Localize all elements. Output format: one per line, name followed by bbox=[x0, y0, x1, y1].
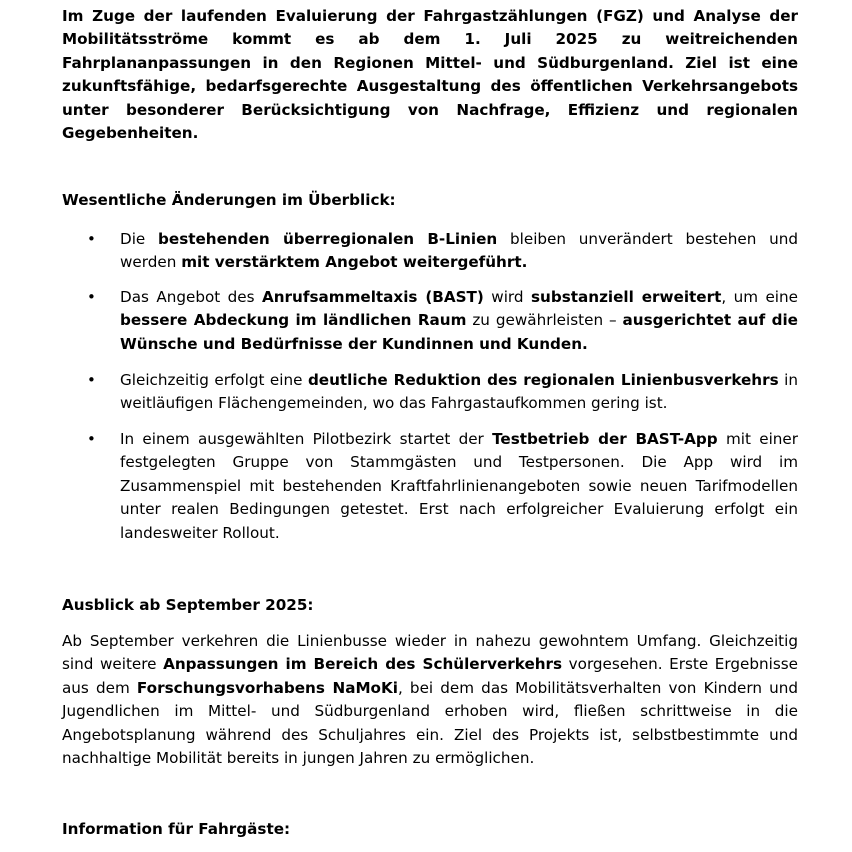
text-segment: Die bbox=[120, 230, 159, 248]
bold-text-segment: bestehenden überregionalen B-Linien bbox=[158, 230, 498, 248]
bullet-icon: • bbox=[87, 288, 96, 306]
text-segment: Das Angebot des bbox=[120, 288, 262, 306]
text-segment: mit einer festgelegten Gruppe von Stammgästen und Testpersonen. Die App wird im Zusammenspiel mit bestehenden Kraftfahrlinienangeboten sowie neuen Tarifmodellen unter realen Bedingungen getestet. Erst nach erfolgreicher Evaluierung erfolgt ein landesweiter Rollout. bbox=[120, 430, 798, 542]
bullet-icon: • bbox=[87, 430, 96, 448]
bold-text-segment: Forschungsvorhabens NaMoKi bbox=[136, 678, 398, 697]
bullet-text bbox=[120, 286, 798, 356]
text-segment: zu gewährleisten – bbox=[466, 311, 623, 330]
text-segment: vorgesehen. Erste Ergebnisse aus dem bbox=[62, 655, 798, 697]
bold-text-segment: bessere Abdeckung im ländlichen Raum bbox=[120, 311, 467, 330]
bold-text-segment: substanziell erweitert bbox=[530, 288, 722, 306]
bold-text-segment: ausgerichtet auf die Wünsche und Bedürfnisse der Kundinnen und Kunden. bbox=[120, 311, 798, 353]
text-segment: Gleichzeitig erfolgt eine bbox=[120, 371, 308, 389]
bold-text-segment: Anrufsammeltaxis (BAST) bbox=[261, 288, 484, 306]
bold-text-segment: Anpassungen im Bereich des Schülerverkehrs bbox=[163, 655, 563, 674]
info-heading: Information für Fahrgäste: bbox=[62, 820, 291, 838]
overview-heading: Wesentliche Änderungen im Überblick: bbox=[62, 191, 396, 209]
outlook-heading: Ausblick ab September 2025: bbox=[62, 596, 314, 614]
text-segment: In einem ausgewählten Pilotbezirk startet der bbox=[120, 430, 493, 448]
text-segment: Ab September verkehren die Linienbusse wieder in nahezu gewohntem Umfang. Gleichzeitig sind weitere bbox=[62, 632, 798, 674]
bullet-text bbox=[120, 369, 798, 416]
bullet-text bbox=[120, 428, 798, 545]
bullet-icon: • bbox=[87, 230, 96, 248]
bold-text-segment: mit verstärktem Angebot weitergeführt. bbox=[181, 253, 528, 272]
text-segment: bleiben unverändert bestehen und werden bbox=[120, 230, 798, 272]
intro-paragraph: Im Zuge der laufenden Evaluierung der Fahrgastzählungen (FGZ) und Analyse der Mobilitätsströme kommt es ab dem 1. Juli 2025 zu weitreichenden Fahrplananpassungen in den Regionen Mittel- und Südburgenland. Ziel ist eine zukunftsfähige, bedarfsgerechte Ausgestaltung des öffentlichen Verkehrsangebots unter besonderer Berücksichtigung von Nachfrage, Effizienz und regionalen Gegebenheiten. bbox=[62, 7, 798, 143]
bold-text-segment: Testbetrieb der BAST-App bbox=[492, 430, 718, 448]
bold-text-segment: deutliche Reduktion des regionalen Linienbusverkehrs bbox=[307, 371, 779, 389]
bullet-icon: • bbox=[87, 371, 96, 389]
text-segment: , bei dem das Mobilitätsverhalten von Kindern und Jugendlichen im Mittel- und Südburgenland erhoben wird, fließen schrittweise in die Angebotsplanung während des Schuljahres ein. Ziel des Projekts ist, selbstbestimmte und nachhaltige Mobilität bereits in jungen Jahren zu ermöglichen. bbox=[62, 678, 798, 768]
text-segment: in weitläufigen Flächengemeinden, wo das Fahrgastaufkommen gering ist. bbox=[120, 371, 798, 413]
outlook-paragraph bbox=[62, 630, 798, 770]
text-segment: wird bbox=[483, 288, 531, 306]
bullet-text bbox=[120, 228, 798, 275]
text-segment: , um eine bbox=[721, 288, 798, 306]
